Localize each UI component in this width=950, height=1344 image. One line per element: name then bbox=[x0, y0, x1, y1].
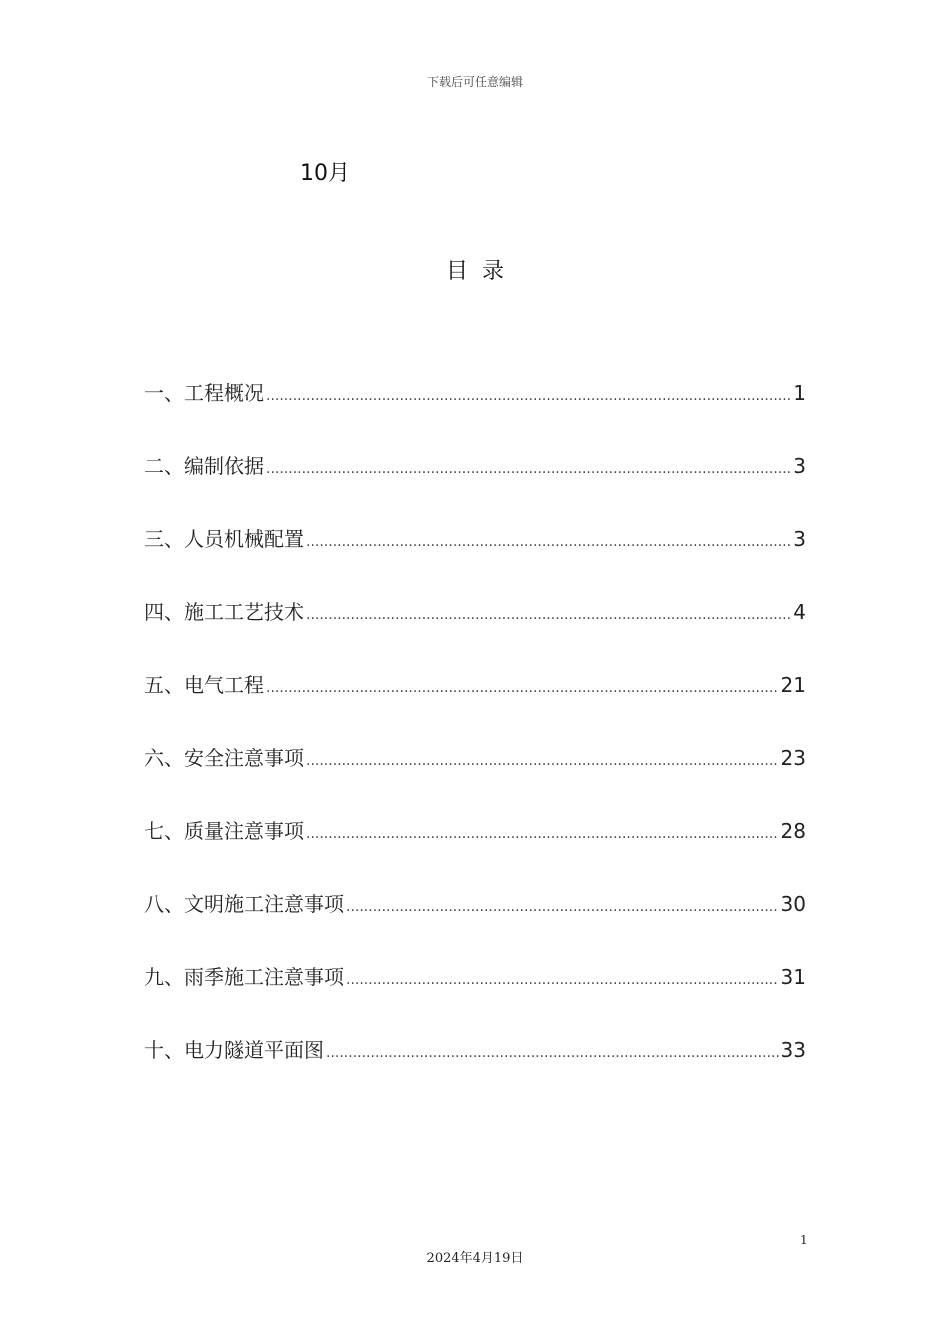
page-number: 1 bbox=[800, 1233, 808, 1247]
header-note: 下载后可任意编辑 bbox=[426, 75, 523, 89]
toc-entry-page: 3 bbox=[793, 454, 806, 478]
toc-entry[interactable] bbox=[144, 815, 806, 888]
toc-entry[interactable] bbox=[144, 742, 806, 815]
toc-entry-page: 31 bbox=[780, 965, 806, 989]
toc-dot-leader bbox=[346, 972, 779, 988]
toc-entry-page: 33 bbox=[780, 1038, 806, 1062]
cover-month: 10月 bbox=[300, 161, 350, 186]
toc-entry[interactable] bbox=[144, 1034, 806, 1107]
toc-dot-leader bbox=[326, 1045, 779, 1061]
toc-entry-label: 四、施工工艺技术 bbox=[144, 600, 304, 624]
toc-entry[interactable] bbox=[144, 450, 806, 523]
toc-entry-page: 23 bbox=[780, 746, 806, 770]
toc-entry-label: 七、质量注意事项 bbox=[144, 819, 304, 843]
toc-entry[interactable] bbox=[144, 961, 806, 1034]
toc-entry-page: 30 bbox=[780, 892, 806, 916]
footer-date: 2024年4月19日 bbox=[426, 1251, 524, 1266]
toc-entry-page: 3 bbox=[793, 527, 806, 551]
toc-entry[interactable] bbox=[144, 596, 806, 669]
toc-entry-label: 八、文明施工注意事项 bbox=[144, 892, 344, 916]
toc-dot-leader bbox=[306, 753, 779, 769]
toc-entry-page: 28 bbox=[780, 819, 806, 843]
toc-title: 目录 bbox=[445, 259, 518, 284]
toc-dot-leader bbox=[306, 826, 779, 842]
toc-entry-page: 1 bbox=[793, 381, 806, 405]
toc-dot-leader bbox=[266, 680, 779, 696]
toc-dot-leader bbox=[306, 607, 791, 623]
toc-entry-label: 三、人员机械配置 bbox=[144, 527, 304, 551]
toc-entry-page: 21 bbox=[780, 673, 806, 697]
toc-dot-leader bbox=[266, 461, 791, 477]
toc-entry[interactable] bbox=[144, 669, 806, 742]
toc-entry-label: 五、电气工程 bbox=[144, 673, 264, 697]
toc-entry-label: 九、雨季施工注意事项 bbox=[144, 965, 344, 989]
table-of-contents bbox=[144, 377, 806, 1107]
toc-entry[interactable] bbox=[144, 377, 806, 450]
toc-entry-label: 六、安全注意事项 bbox=[144, 746, 304, 770]
toc-entry-label: 十、电力隧道平面图 bbox=[144, 1038, 324, 1062]
toc-entry[interactable] bbox=[144, 523, 806, 596]
toc-entry-page: 4 bbox=[793, 600, 806, 624]
toc-dot-leader bbox=[306, 534, 791, 550]
toc-entry-label: 一、工程概况 bbox=[144, 381, 264, 405]
toc-entry-label: 二、编制依据 bbox=[144, 454, 264, 478]
toc-dot-leader bbox=[346, 899, 779, 915]
toc-dot-leader bbox=[266, 388, 791, 404]
toc-entry[interactable] bbox=[144, 888, 806, 961]
